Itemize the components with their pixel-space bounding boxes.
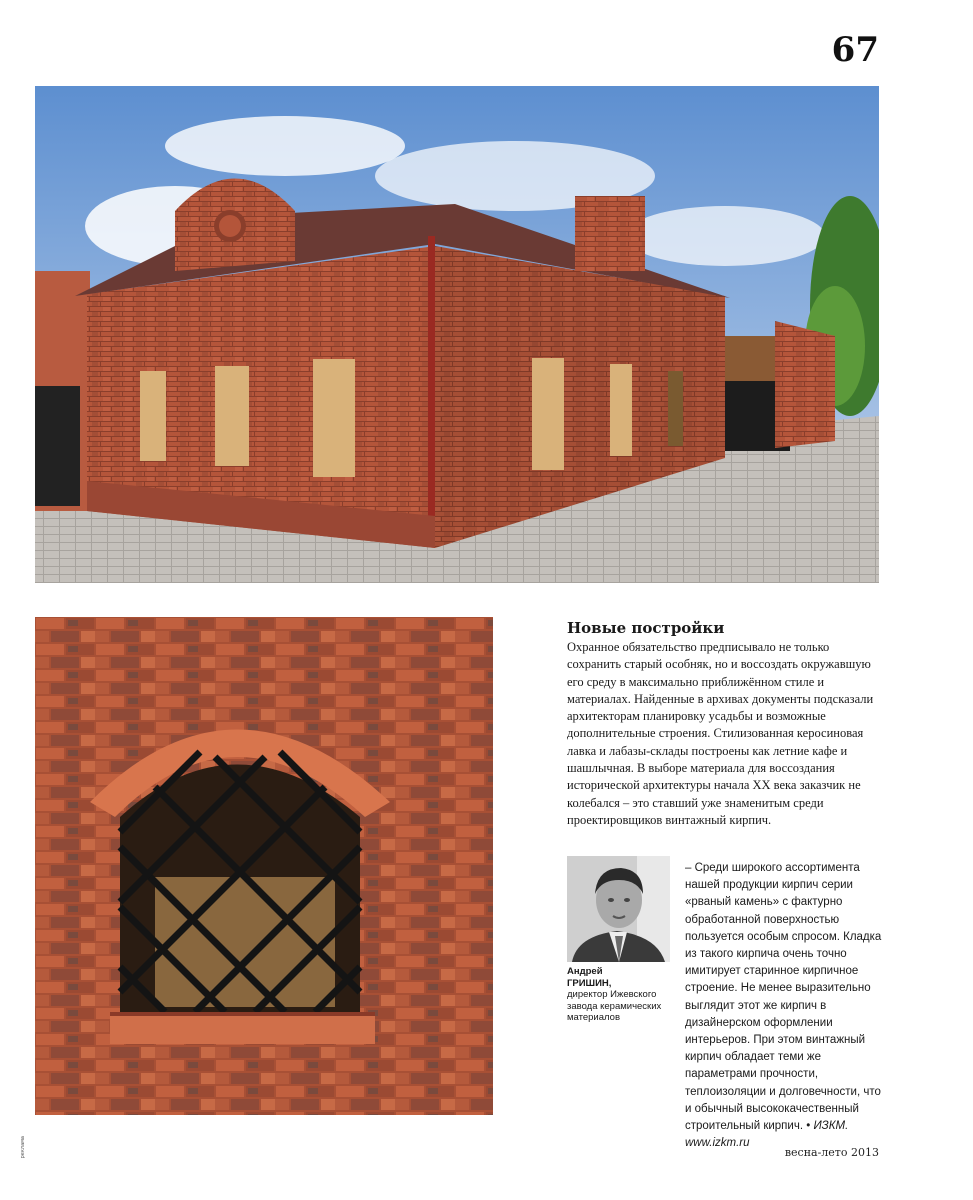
side-mark: реклама [20, 1136, 26, 1159]
portrait-caption [567, 966, 672, 1024]
person-role: директор Ижевского завода керамических материалов [567, 989, 662, 1023]
portrait-photo [567, 856, 670, 962]
article-body: Охранное обязательство предписывало не только сохранить старый особняк, но и воссоздать окружавшую его среду в максимально приближённом стиле и материалах. Найденные в архивах документы подсказали архитекторам планировку усадьбы и возможные дополнительные строения. Стилизованная керосиновая лавка и лабазы-склады построены как летние кафе и шашлычная. В выборе материала для воссоздания исторической архитектуры начала XX века заказчик не колебался – это ставший уже знаменитым среди проектировщиков винтажный кирпич. [567, 640, 874, 827]
person-last-name: ГРИШИН, [567, 977, 612, 989]
window-detail-photo [35, 617, 493, 1115]
building-photo [35, 86, 879, 583]
page-number: 67 [831, 30, 879, 70]
person-first-name: Андрей [567, 966, 603, 977]
article-section [567, 619, 883, 829]
section-title: Новые постройки [567, 619, 725, 637]
issue-footer: весна-лето 2013 [784, 1146, 879, 1159]
quote-block [685, 860, 883, 1152]
quote-text: – Среди широкого ассортимента нашей продукции кирпич серии «рваный камень» с фактурно обработанной поверхностью пользуется особым спросом. Кладка из такого кирпича очень точно имитирует старинное кирпичное строение. Не менее выразительно выглядит этот же кирпич в дизайнерском оформлении интерьеров. При этом винтажный кирпич обладает теми же параметрами прочности, теплоизоляции и долговечности, что и обычный высококачественный строительный кирпич. • [685, 862, 882, 1133]
quote-source: ИЗКМ. www.izkm.ru [685, 1120, 849, 1150]
